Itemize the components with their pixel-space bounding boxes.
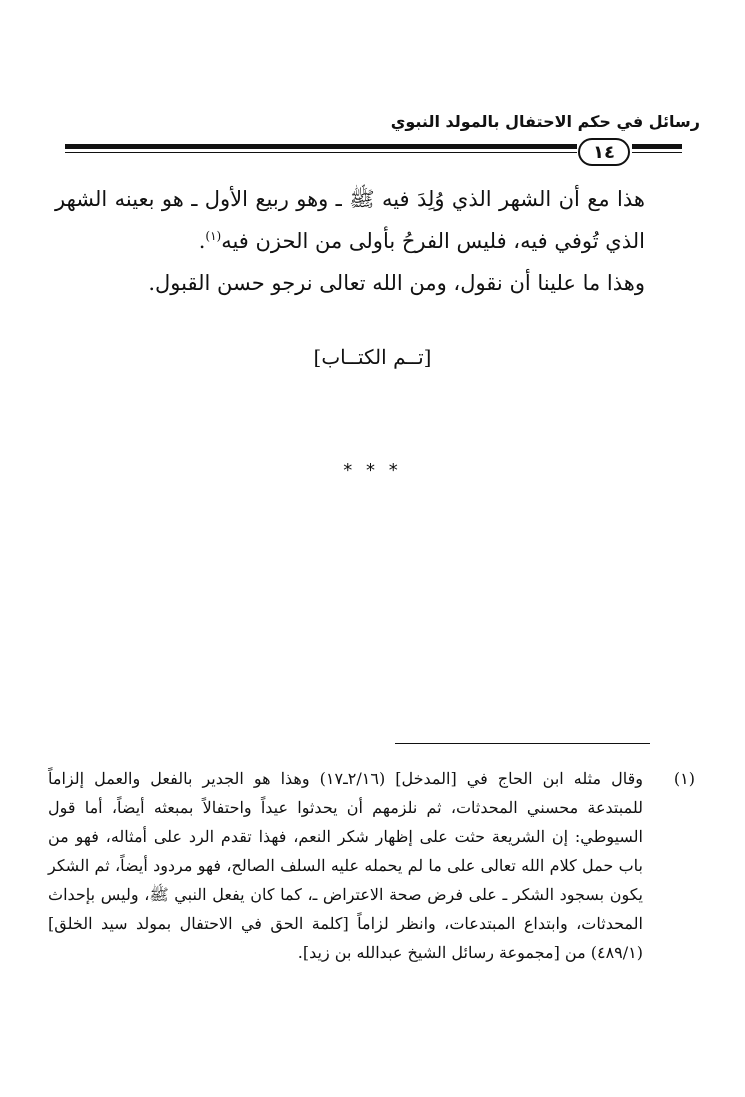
paragraph [55, 178, 665, 262]
main-text [55, 178, 665, 304]
paragraph [55, 262, 665, 304]
running-title: رسائل في حكم الاحتفال بالمولد النبوي [390, 112, 700, 131]
book-end-mark: [تــم الكتــاب] [313, 345, 432, 369]
header-rule [65, 144, 577, 149]
page-number: ١٤ [578, 138, 630, 166]
footnote-text: وقال مثله ابن الحاج في [المدخل] (٢/١٦ـ١٧) وهذا هو الجدير بالفعل والعمل إلزاماً للمبتدعة محسني المحدثات، ثم نلزمهم أن يحدثوا عيداً واحتفالاً بمبعثه أيضاً، أما قول السيوطي: إن الشريعة حثت على إظهار شكر النعم، فهذا تقدم الرد على أمثاله، فهو من باب حمل كلام الله تعالى على ما لم يحمله عليه السلف الصالح، فهو مردود أيضاً، ثم الشكر يكون بسجود الشكر ـ على فرض صحة الاعتراض ـ، كما كان يفعل النبي ﷺ، وليس بإحداث المحدثات، وابتداع المبتدعات، وانظر لزاماً [كلمة الحق في الاحتفال بمولد سيد الخلق] (٤٨٩/١) من [مجموعة رسائل الشيخ عبدالله بن زيد]. [48, 769, 644, 962]
header-rule-thin [65, 152, 577, 153]
footnote-number: (١) [673, 769, 695, 788]
paragraph-text: هذا مع أن الشهر الذي وُلِدَ فيه ﷺ ـ وهو ربيع الأول ـ هو بعينه الشهر الذي تُوفي فيه، فليس الفرحُ بأولى من الحزن فيه [55, 187, 645, 253]
section-separator: * * * [343, 460, 402, 481]
paragraph-end: . [198, 229, 206, 253]
footnote-reference: (١) [205, 229, 222, 243]
footnote-divider [395, 743, 650, 744]
header-rule-right-thin [632, 152, 682, 153]
paragraph-text: وهذا ما علينا أن نقول، ومن الله تعالى نرجو حسن القبول. [148, 271, 645, 295]
header-rule-right [632, 144, 682, 149]
footnote [48, 764, 695, 967]
